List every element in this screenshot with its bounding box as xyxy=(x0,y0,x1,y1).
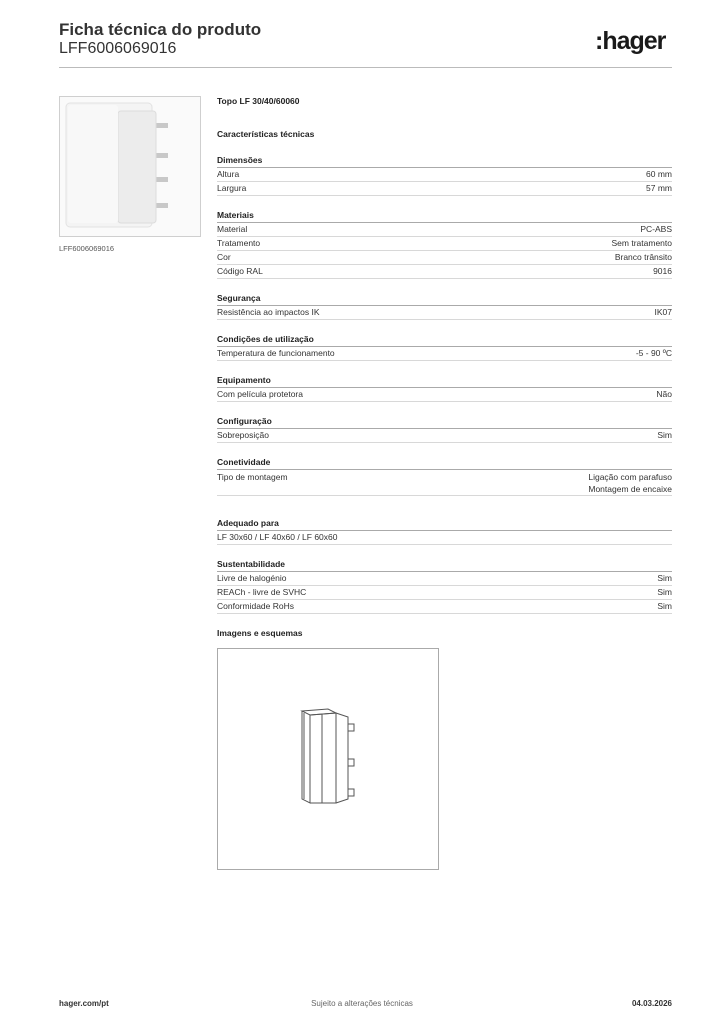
section-sustainability xyxy=(217,559,672,614)
section-title: Adequado para xyxy=(217,518,672,531)
spec-row xyxy=(217,223,672,237)
section-title: Equipamento xyxy=(217,375,672,388)
product-thumbnail-image xyxy=(60,97,200,236)
spec-label: Resistência ao impactos IK xyxy=(217,307,320,317)
page-title: Ficha técnica do produto xyxy=(59,20,262,39)
spec-value: Sem tratamento xyxy=(611,238,672,248)
images-title: Imagens e esquemas xyxy=(217,628,303,638)
spec-row xyxy=(217,470,672,496)
spec-value-line: Ligação com parafuso xyxy=(588,472,672,482)
product-line-drawing xyxy=(218,649,438,869)
section-equipment xyxy=(217,375,672,402)
spec-label: Sobreposição xyxy=(217,430,269,440)
section-title: Configuração xyxy=(217,416,672,429)
footer-website[interactable]: hager.com/pt xyxy=(59,999,109,1008)
spec-row xyxy=(217,388,672,402)
spec-value: 9016 xyxy=(653,266,672,276)
section-configuration xyxy=(217,416,672,443)
spec-value: 60 mm xyxy=(646,169,672,179)
spec-label: Livre de halogénio xyxy=(217,573,287,583)
spec-label: Tipo de montagem xyxy=(217,472,288,482)
spec-label: Código RAL xyxy=(217,266,263,276)
spec-value: Não xyxy=(656,389,672,399)
spec-label: Com película protetora xyxy=(217,389,303,399)
spec-row xyxy=(217,600,672,614)
spec-value: Branco trânsito xyxy=(614,252,672,262)
spec-value: Sim xyxy=(657,573,672,583)
footer-date: 04.03.2026 xyxy=(631,999,672,1008)
spec-row xyxy=(217,531,672,545)
section-title: Dimensões xyxy=(217,155,672,168)
spec-label: Conformidade RoHs xyxy=(217,601,295,611)
footer-notice: Sujeito a alterações técnicas xyxy=(311,999,413,1008)
spec-value: Sim xyxy=(657,601,672,611)
spec-row xyxy=(217,168,672,182)
spec-row xyxy=(217,347,672,361)
spec-row xyxy=(217,182,672,196)
hager-logo xyxy=(595,26,675,58)
section-usage-conditions xyxy=(217,334,672,361)
spec-label: Temperatura de funcionamento xyxy=(217,348,335,358)
product-name: Topo LF 30/40/60060 xyxy=(217,96,300,106)
spec-value: 57 mm xyxy=(646,183,672,193)
product-thumbnail xyxy=(59,96,201,237)
spec-value: Sim xyxy=(657,587,672,597)
section-title: Sustentabilidade xyxy=(217,559,672,572)
spec-value xyxy=(588,471,672,495)
spec-row xyxy=(217,586,672,600)
section-title: Condições de utilização xyxy=(217,334,672,347)
section-suitable-for xyxy=(217,518,672,545)
section-title: Segurança xyxy=(217,293,672,306)
section-materials xyxy=(217,210,672,279)
spec-value: Sim xyxy=(657,430,672,440)
spec-row xyxy=(217,251,672,265)
spec-value: PC-ABS xyxy=(640,224,672,234)
section-connectivity xyxy=(217,457,672,496)
spec-value: -5 - 90 ºC xyxy=(635,348,672,358)
logo-text: :hager xyxy=(595,27,666,55)
spec-row xyxy=(217,265,672,279)
spec-value-line: Montagem de encaixe xyxy=(588,484,672,494)
spec-label: Cor xyxy=(217,252,231,262)
technical-content xyxy=(217,96,672,614)
spec-row xyxy=(217,572,672,586)
header-divider xyxy=(59,67,672,68)
section-safety xyxy=(217,293,672,320)
spec-label: Material xyxy=(217,224,248,234)
spec-label: Altura xyxy=(217,169,240,179)
spec-row xyxy=(217,429,672,443)
spec-label: Largura xyxy=(217,183,247,193)
section-title: Materiais xyxy=(217,210,672,223)
spec-row xyxy=(217,306,672,320)
spec-value: IK07 xyxy=(654,307,672,317)
characteristics-title: Características técnicas xyxy=(217,129,315,139)
spec-label: REACh - livre de SVHC xyxy=(217,587,307,597)
section-title: Conetividade xyxy=(217,457,672,470)
spec-row xyxy=(217,237,672,251)
section-dimensions xyxy=(217,155,672,196)
thumbnail-caption: LFF6006069016 xyxy=(59,244,115,253)
spec-label: Tratamento xyxy=(217,238,261,248)
product-drawing-frame xyxy=(217,648,439,870)
product-reference: LFF6006069016 xyxy=(59,40,177,57)
spec-label: LF 30x60 / LF 40x60 / LF 60x60 xyxy=(217,532,338,542)
